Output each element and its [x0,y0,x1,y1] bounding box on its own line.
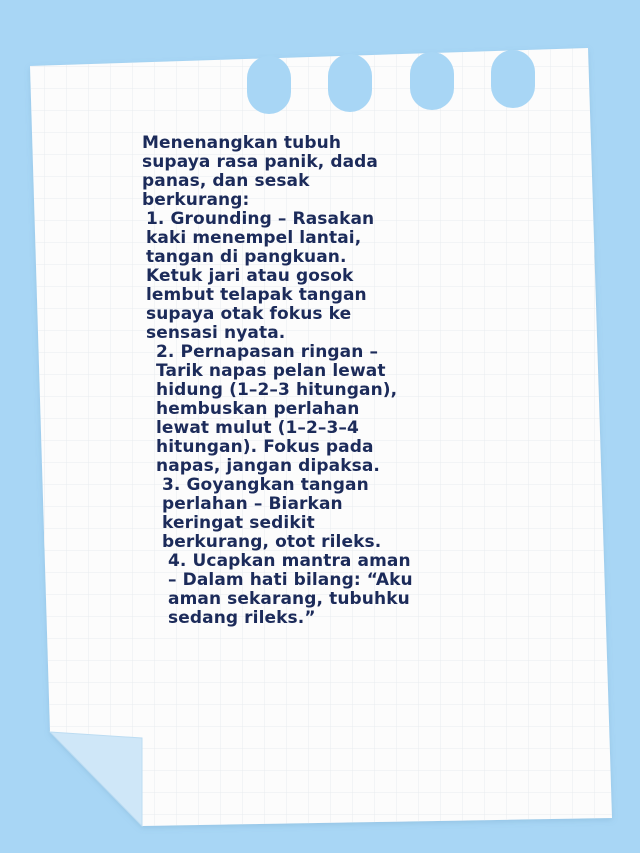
binder-hole-1 [247,56,291,114]
note-step-4: 4. Ucapkan mantra aman – Dalam hati bilang: “Aku aman sekarang, tubuhku sedang rileks.” [168,551,413,628]
note-intro: Menenangkan tubuh supaya rasa panik, dada panas, dan sesak berkurang: [142,133,379,210]
binder-hole-2 [328,54,372,112]
binder-hole-4 [491,50,535,108]
folded-corner [50,732,142,826]
note-step-1: 1. Grounding – Rasakan kaki menempel lantai, tangan di pangkuan. Ketuk jari atau gosok lembut telapak tangan supaya otak fokus ke sensasi nyata. [146,209,375,343]
note-step-2: 2. Pernapasan ringan – Tarik napas pelan lewat hidung (1–2–3 hitungan), hembuskan perlahan lewat mulut (1–2–3–4 hitungan). Fokus pada napas, jangan dipaksa. [156,342,398,476]
note-step-3: 3. Goyangkan tangan perlahan – Biarkan keringat sedikit berkurang, otot rileks. [162,475,382,552]
binder-hole-3 [410,52,454,110]
note-content [142,134,432,628]
